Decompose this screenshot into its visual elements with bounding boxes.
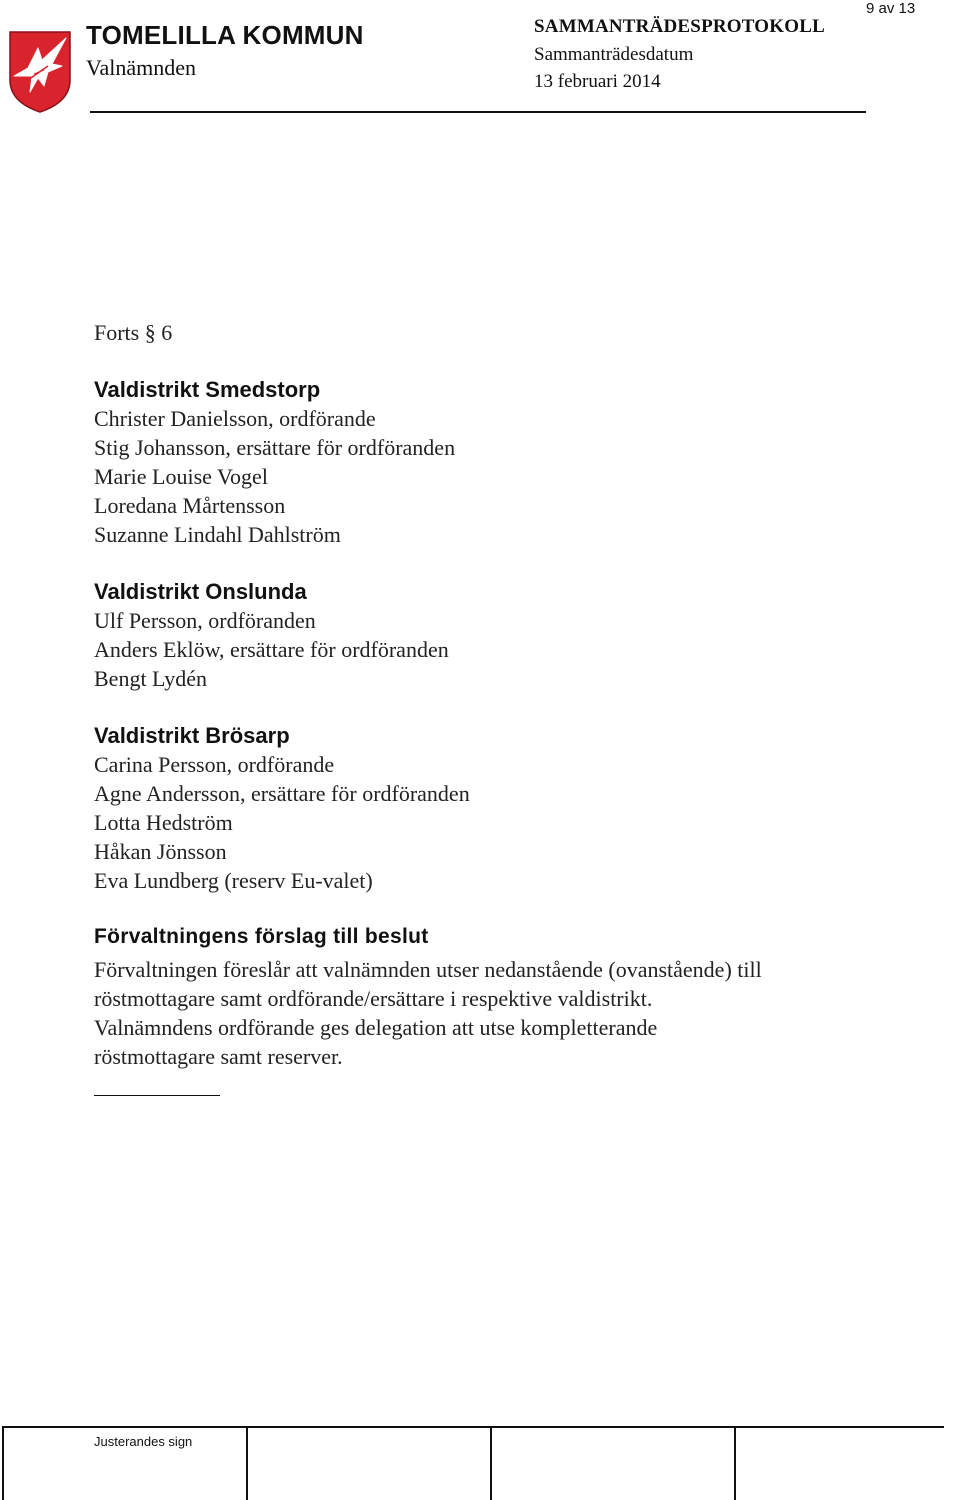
proposal-heading: Förvaltningens förslag till beslut [94, 925, 429, 948]
header-divider [90, 111, 866, 113]
signature-label: Justerandes sign [94, 1434, 193, 1449]
section-continuation: Forts § 6 [94, 320, 173, 345]
document-header [8, 14, 868, 114]
meeting-date: 13 februari 2014 [534, 71, 661, 92]
district-title: Valdistrikt Smedstorp [94, 377, 321, 402]
district-member: Håkan Jönsson [94, 839, 227, 864]
district-member: Agne Andersson, ersättare för ordföranden [94, 781, 470, 806]
signature-cell [2, 1428, 4, 1500]
organization-block [86, 20, 364, 81]
district-title: Valdistrikt Onslunda [94, 579, 307, 604]
organization-name: TOMELILLA KOMMUN [86, 20, 364, 50]
proposal-line: Förvaltningen föreslår att valnämnden utser nedanstående (ovanstående) till [94, 957, 762, 982]
document-body [94, 318, 894, 1096]
kite-bird-crest-icon [8, 30, 72, 114]
document-info [534, 16, 825, 93]
district-brosarp [94, 721, 894, 895]
district-smedstorp [94, 375, 894, 549]
proposal-line: röstmottagare samt ordförande/ersättare i respektive valdistrikt. [94, 986, 653, 1011]
district-member: Suzanne Lindahl Dahlström [94, 522, 341, 547]
district-member: Lotta Hedström [94, 810, 233, 835]
signature-cell [246, 1428, 248, 1500]
district-member: Carina Persson, ordförande [94, 752, 335, 777]
signature-cell [734, 1428, 736, 1500]
district-member: Marie Louise Vogel [94, 464, 268, 489]
district-member: Eva Lundberg (reserv Eu-valet) [94, 868, 373, 893]
department-name: Valnämnden [86, 55, 196, 80]
signature-footer [2, 1426, 944, 1500]
page-number: 9 av 13 [866, 0, 916, 17]
district-member: Loredana Mårtensson [94, 493, 286, 518]
district-member: Stig Johansson, ersättare för ordföranden [94, 435, 456, 460]
document-type: SAMMANTRÄDESPROTOKOLL [534, 16, 825, 37]
district-member: Ulf Persson, ordföranden [94, 608, 316, 633]
district-member: Anders Eklöw, ersättare för ordföranden [94, 637, 449, 662]
meeting-date-label: Sammanträdesdatum [534, 44, 694, 65]
proposal-line: Valnämndens ordförande ges delegation att utse kompletterande [94, 1015, 658, 1040]
district-onslunda [94, 577, 894, 693]
end-rule [94, 1095, 220, 1096]
district-member: Christer Danielsson, ordförande [94, 406, 376, 431]
proposal-line: röstmottagare samt reserver. [94, 1044, 343, 1069]
district-title: Valdistrikt Brösarp [94, 723, 290, 748]
district-member: Bengt Lydén [94, 666, 208, 691]
signature-cell [490, 1428, 492, 1500]
proposal-text [94, 955, 894, 1071]
